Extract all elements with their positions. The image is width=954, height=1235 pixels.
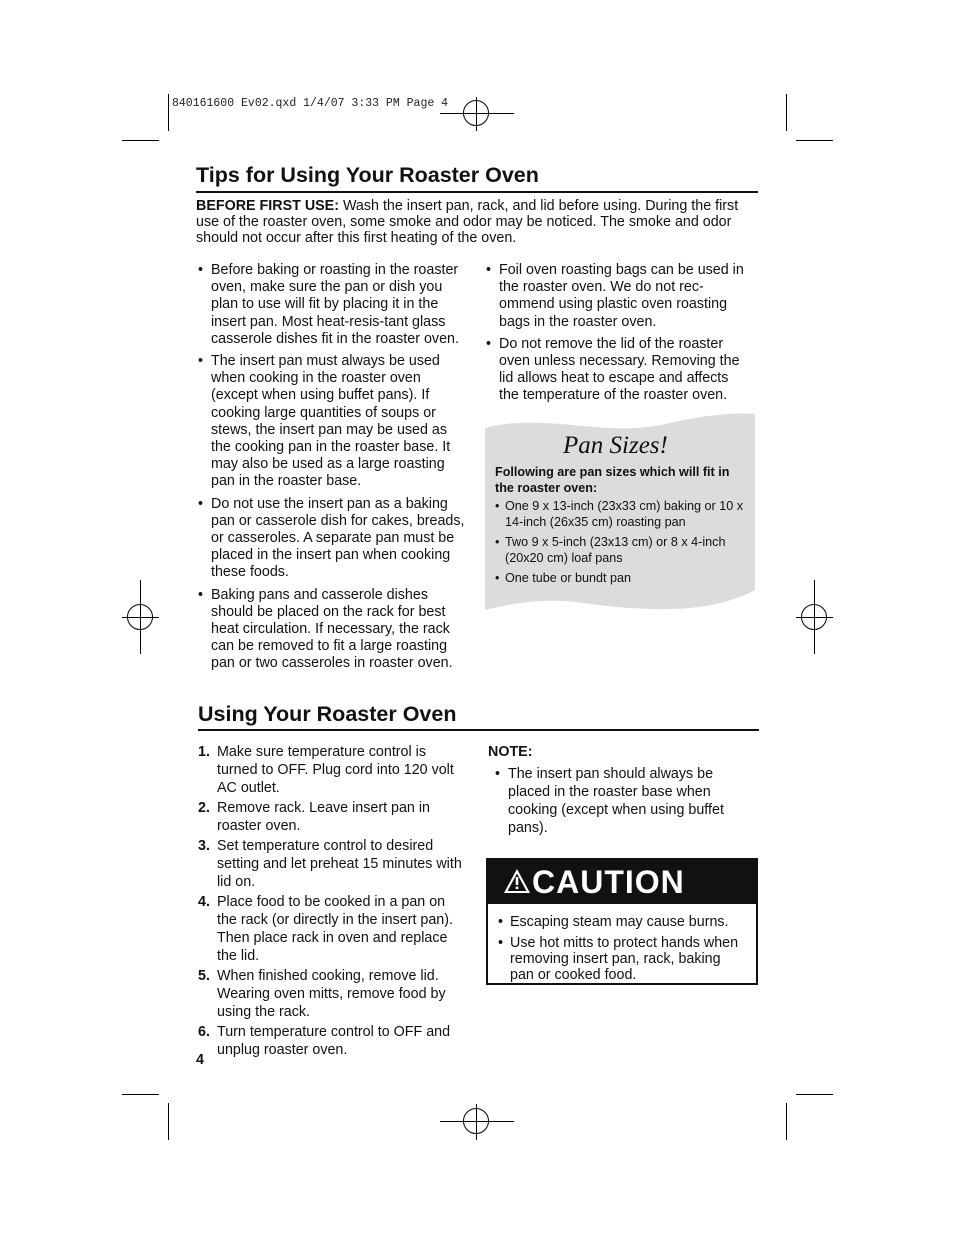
step-item: 5. When finished cooking, remove lid. Wearing oven mitts, remove food by using the rack. [198,968,446,1020]
note-list [495,765,745,842]
list-item: • Do not use the insert pan as a baking pan or casserole dish for cakes, breads, or casseroles. A separate pan must be placed in the insert pan when cooking these foods. [198,495,465,581]
note-label: NOTE: [488,744,533,760]
pan-sizes-list [495,499,747,592]
tips-heading: Tips for Using Your Roaster Oven [196,163,539,187]
printer-slug: 840161600 Ev02.qxd 1/4/07 3:33 PM Page 4 [172,97,449,110]
caution-box [486,858,758,985]
using-heading-rule [198,729,759,731]
steps-list [198,743,468,1061]
using-heading: Using Your Roaster Oven [198,702,457,726]
list-item: • The insert pan should always be placed in the roaster base when cooking (except when using buffet pans). [495,766,724,836]
before-first-use-text: Wash the insert pan, rack, and lid before using. During the first use of the roaster oven, some smoke and odor may be noticed. The smoke and odor should not occur after this first heating of the oven. [196,198,739,246]
step-item: 2. Remove rack. Leave insert pan in roaster oven. [198,800,430,834]
list-item: • Baking pans and casserole dishes should be placed on the rack for best heat circulation. If necessary, the rack can be removed to fit a large roasting pan or two casseroles in roaster oven. [198,586,453,672]
list-item: • Escaping steam may cause burns. [498,914,729,930]
before-first-use-paragraph [196,198,752,246]
tips-right-list [486,262,748,410]
page-number: 4 [196,1052,204,1068]
pan-sizes-box [485,412,755,610]
step-item: 3. Set temperature control to desired setting and let preheat 15 minutes with lid on. [198,838,462,890]
step-item: 4. Place food to be cooked in a pan on the rack (or directly in the insert pan). Then place rack in oven and replace the lid. [198,894,453,964]
list-item: • Use hot mitts to protect hands when removing insert pan, rack, baking pan or cooked food. [498,935,739,983]
step-item: 6. Turn temperature control to OFF and unplug roaster oven. [198,1024,451,1058]
list-item: • Do not remove the lid of the roaster oven unless necessary. Removing the lid allows heat to escape and affects the temperature of the roaster oven. [486,335,740,404]
list-item: • One 9 x 13-inch (23x33 cm) baking or 10 x 14-inch (26x35 cm) roasting pan [495,499,744,529]
caution-header [488,860,756,904]
caution-title: CAUTION [532,864,685,900]
pan-sizes-title: Pan Sizes! [563,432,668,459]
list-item: • The insert pan must always be used when cooking in the roaster oven (except when using buffet pans). If cooking large quantities of soups or stews, the insert pan may be used as the cooking pan in the roaster base. It may also be used as a large roasting pan in the roaster base. [198,353,451,490]
caution-list [498,914,748,988]
tips-heading-rule [196,191,758,193]
pan-sizes-intro: Following are pan sizes which will fit in the roaster oven: [495,465,730,495]
tips-left-list [198,262,468,678]
step-item: 1. Make sure temperature control is turned to OFF. Plug cord into 120 volt AC outlet. [198,744,454,796]
warning-triangle-icon [502,866,532,896]
list-item: • One tube or bundt pan [495,571,632,585]
list-item: • Before baking or roasting in the roaster oven, make sure the pan or dish you plan to use will fit by placing it in the insert pan. Most heat-resis-tant glass casserole dishes fit in the roaster oven. [198,262,459,347]
before-first-use-label: BEFORE FIRST USE: [196,198,339,214]
list-item: • Two 9 x 5-inch (23x13 cm) or 8 x 4-inch (20x20 cm) loaf pans [495,535,726,565]
list-item: • Foil oven roasting bags can be used in the roaster oven. We do not rec-ommend using plastic oven roasting bags in the roaster oven. [486,262,744,330]
